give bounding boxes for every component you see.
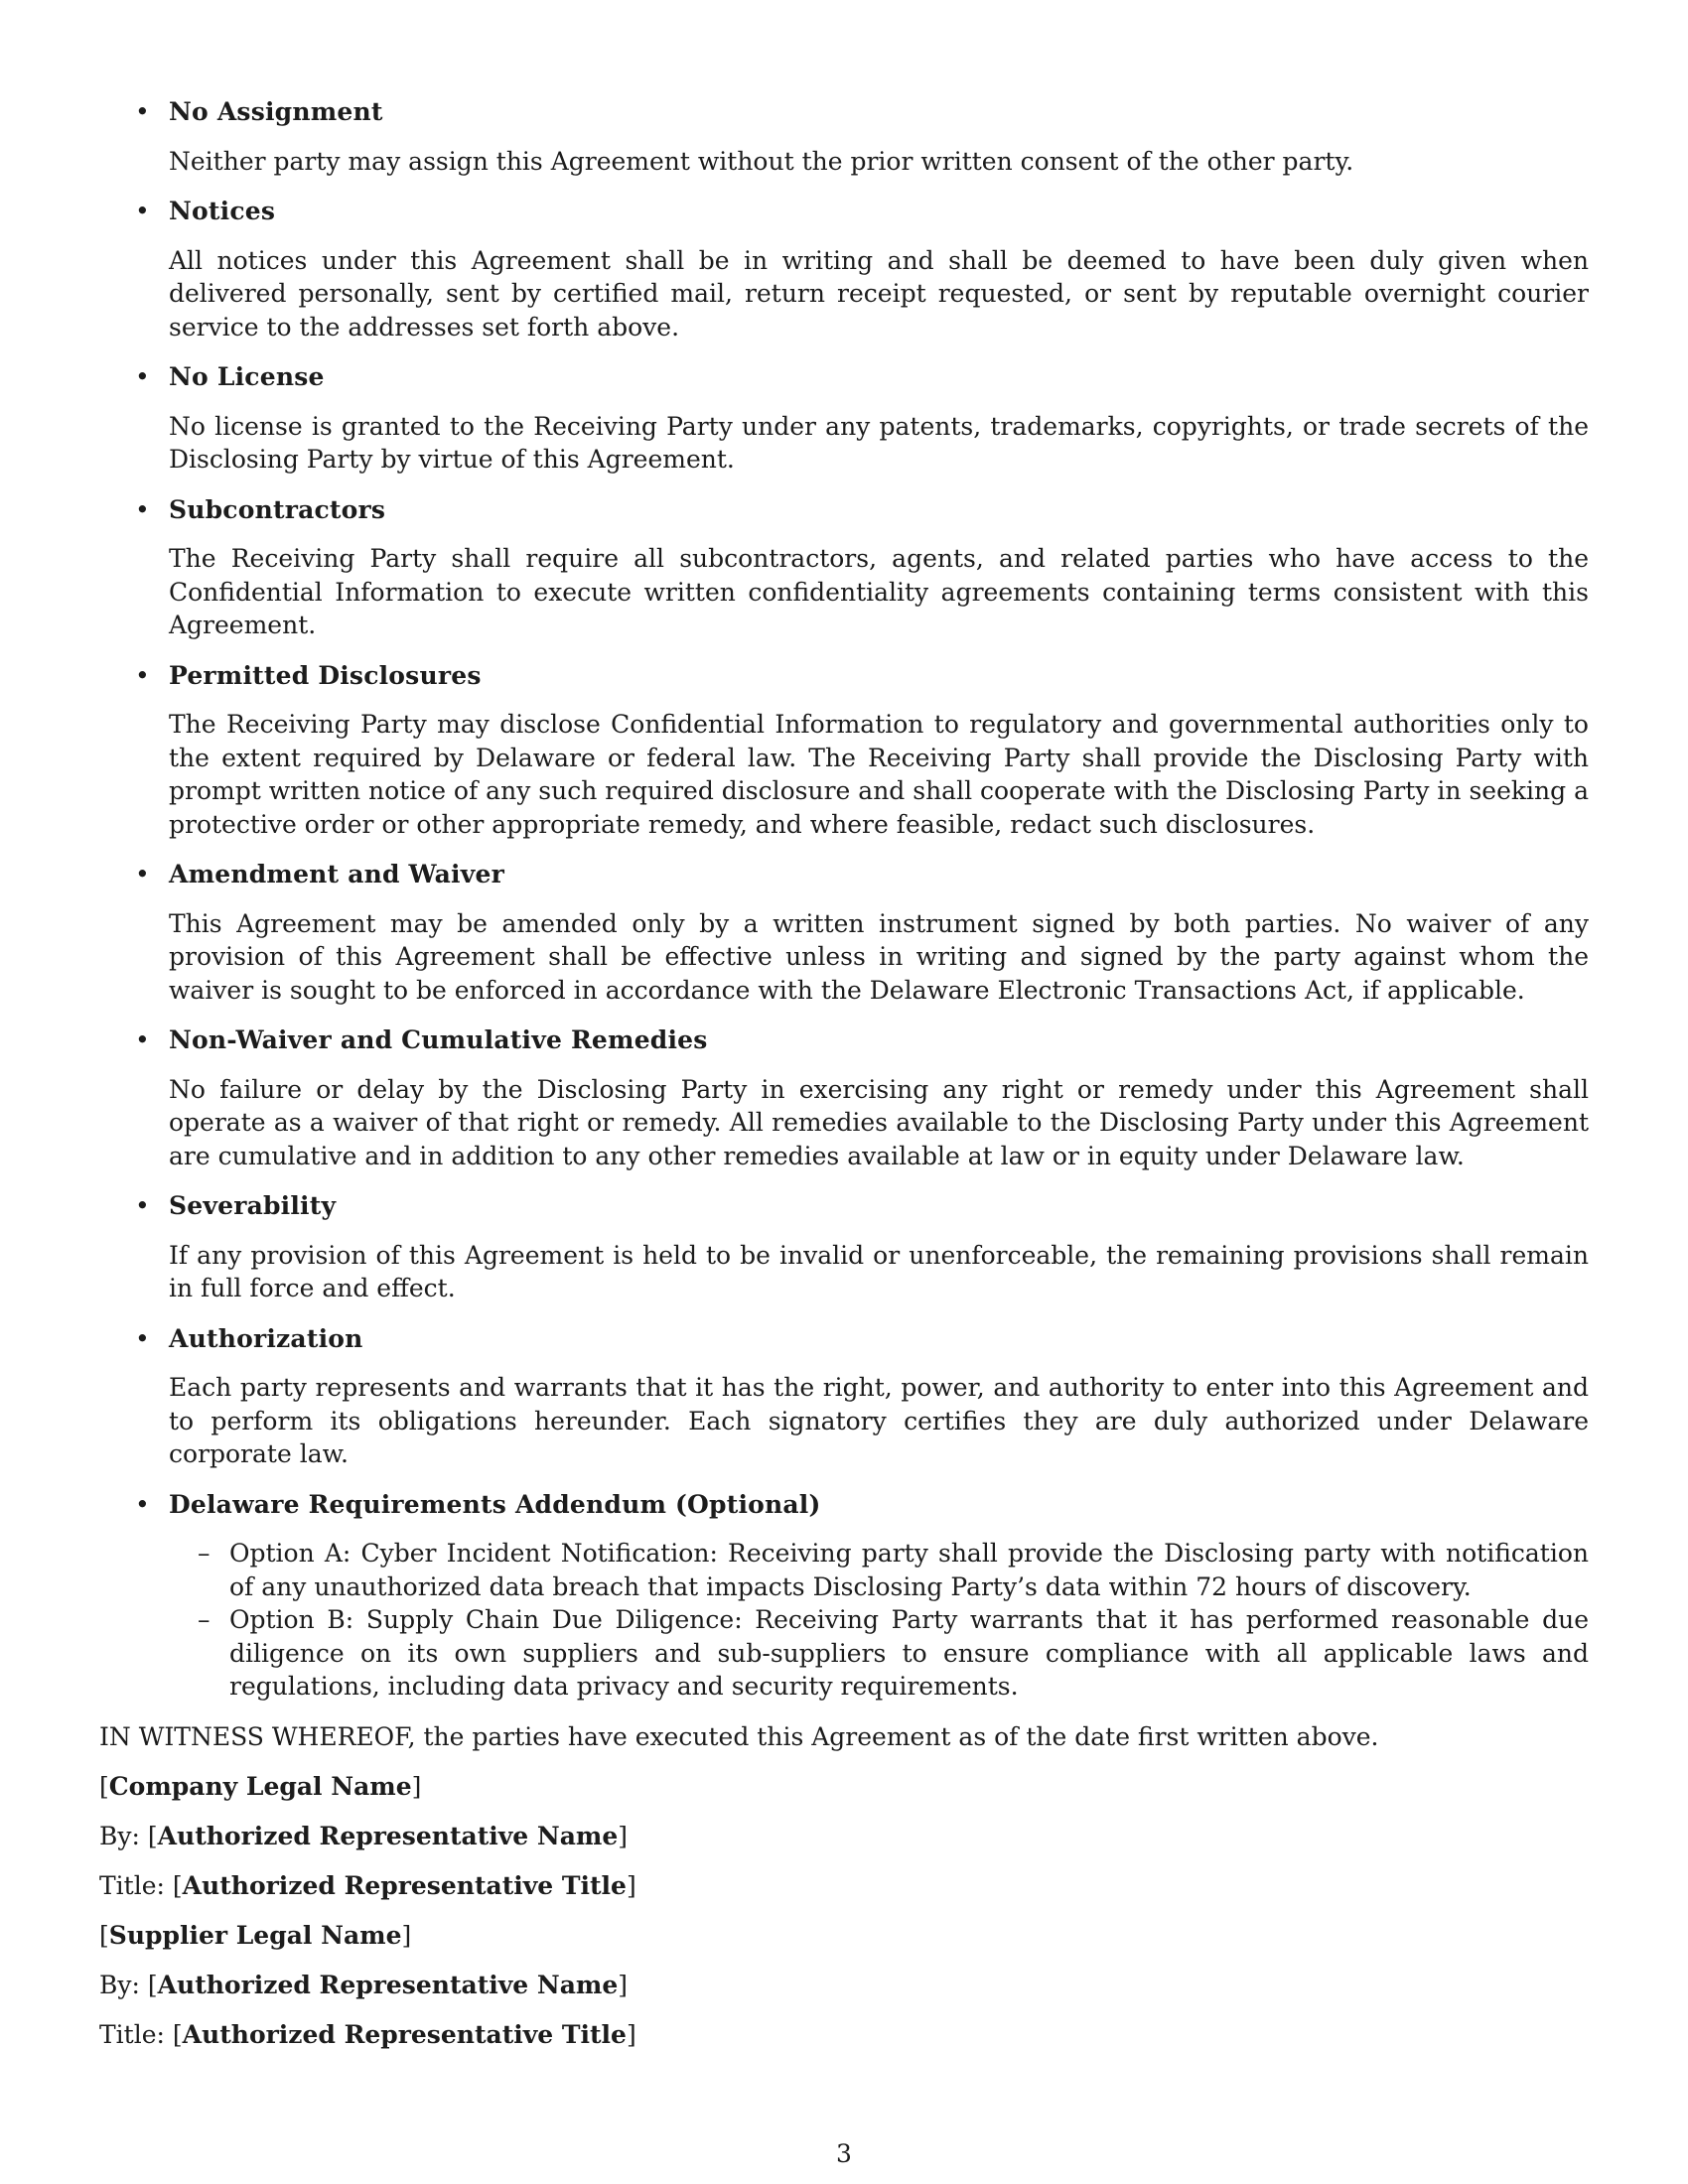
clause-authorization	[99, 1322, 1589, 1471]
bullet-icon: •	[135, 362, 150, 391]
supplier-by-line: By: [Authorized Representative Name]	[99, 1971, 629, 1999]
representative-name-placeholder: Authorized Representative Name	[157, 1822, 619, 1850]
clause-heading: Delaware Requirements Addendum (Optional)	[169, 1489, 821, 1519]
clause-heading: Severability	[169, 1191, 337, 1220]
bullet-icon: •	[135, 97, 150, 126]
document-page	[99, 95, 1589, 2068]
clause-body: If any provision of this Agreement is held to be invalid or unenforceable, the remaining provisions shall remain in full force and effect.	[169, 1240, 1589, 1302]
supplier-title-line: Title: [Authorized Representative Title]	[99, 2020, 636, 2049]
clause-delaware-addendum	[99, 1488, 1589, 1704]
supplier-name-placeholder: Supplier Legal Name	[108, 1921, 402, 1950]
clause-heading: Non-Waiver and Cumulative Remedies	[169, 1025, 708, 1054]
bullet-icon: •	[135, 660, 150, 690]
witness-statement: IN WITNESS WHEREOF, the parties have executed this Agreement as of the date first written above.	[99, 1721, 1379, 1751]
clause-heading: Authorization	[169, 1323, 363, 1353]
clause-subcontractors	[99, 493, 1589, 642]
representative-title-placeholder: Authorized Representative Title	[182, 2020, 627, 2049]
by-label: By:	[99, 1971, 140, 1999]
by-label: By:	[99, 1822, 140, 1850]
option-text: Option B: Supply Chain Due Diligence: Receiving Party warrants that it has performed reasonable due diligence on its own suppliers and sub-suppliers to ensure compliance with all applicable laws and regulations, including data privacy and security requirements.	[229, 1605, 1589, 1701]
clause-no-license	[99, 360, 1589, 477]
company-signature-block	[99, 1770, 1589, 1903]
bullet-icon: •	[135, 494, 150, 524]
supplier-legal-name: [Supplier Legal Name]	[99, 1921, 412, 1950]
bullet-icon: •	[135, 1025, 150, 1054]
clause-body: This Agreement may be amended only by a written instrument signed by both parties. No waiver of any provision of this Agreement shall be effective unless in writing and signed by the party against whom the waiver is sought to be enforced in accordance with the Delaware Electronic Transactions Act, if applicable.	[169, 908, 1589, 1005]
clause-body: No license is granted to the Receiving Party under any patents, trademarks, copyrights, or trade secrets of the Disclosing Party by virtue of this Agreement.	[169, 411, 1589, 474]
clause-severability	[99, 1189, 1589, 1305]
option-text: Option A: Cyber Incident Notification: Receiving party shall provide the Disclosing party with notification of any unauthorized data breach that impacts Disclosing Party’s data within 72 hours of discovery.	[229, 1539, 1589, 1601]
clause-body: All notices under this Agreement shall be in writing and shall be deemed to have been duly given when delivered personally, sent by certified mail, return receipt requested, or sent by reputable overnight courier service to the addresses set forth above.	[169, 245, 1589, 341]
clause-no-assignment	[99, 95, 1589, 178]
clause-heading: Subcontractors	[169, 494, 386, 524]
clause-body: No failure or delay by the Disclosing Party in exercising any right or remedy under this Agreement shall operate as a waiver of that right or remedy. All remedies available to the Disclosing Party under this Agreement are cumulative and in addition to any other remedies available at law or in equity under Delaware law.	[169, 1074, 1589, 1170]
clause-list	[99, 95, 1589, 1704]
bullet-icon: •	[135, 1191, 150, 1220]
clause-body: The Receiving Party shall require all subcontractors, agents, and related parties who have access to the Confidential Information to execute written confidentiality agreements containing terms consistent with this Agreement.	[169, 544, 1589, 639]
clause-heading: Permitted Disclosures	[169, 660, 482, 690]
dash-icon: –	[198, 1605, 211, 1634]
title-label: Title:	[99, 2020, 165, 2049]
clause-heading: No Assignment	[169, 97, 383, 126]
supplier-signature-block	[99, 1919, 1589, 2052]
addendum-option-list	[169, 1537, 1589, 1704]
clause-non-waiver	[99, 1024, 1589, 1172]
company-by-line: By: [Authorized Representative Name]	[99, 1822, 629, 1850]
dash-icon: –	[198, 1539, 211, 1568]
clause-heading: No License	[169, 362, 325, 391]
clause-heading: Amendment and Waiver	[169, 860, 504, 888]
clause-permitted-disclosures	[99, 659, 1589, 842]
addendum-option-a	[169, 1537, 1589, 1603]
bullet-icon: •	[135, 860, 150, 888]
bullet-icon: •	[135, 1489, 150, 1519]
company-name-placeholder: Company Legal Name	[108, 1772, 412, 1801]
page-number: 3	[836, 2139, 852, 2168]
representative-title-placeholder: Authorized Representative Title	[182, 1871, 627, 1900]
company-legal-name: [Company Legal Name]	[99, 1772, 422, 1801]
clause-body: Each party represents and warrants that it has the right, power, and authority to enter into this Agreement and to perform its obligations hereunder. Each signatory certifies they are duly authorized under Delaware corporate law.	[169, 1373, 1589, 1468]
company-title-line: Title: [Authorized Representative Title]	[99, 1871, 636, 1900]
representative-name-placeholder: Authorized Representative Name	[157, 1971, 619, 1999]
clause-amendment-and-waiver	[99, 858, 1589, 1007]
clause-heading: Notices	[169, 197, 276, 225]
bullet-icon: •	[135, 1323, 150, 1353]
title-label: Title:	[99, 1871, 165, 1900]
addendum-option-b	[169, 1603, 1589, 1704]
bullet-icon: •	[135, 197, 150, 225]
clause-body: The Receiving Party may disclose Confidential Information to regulatory and governmental authorities only to the extent required by Delaware or federal law. The Receiving Party shall provide the Disclosing Party with prompt written notice of any such required disclosure and shall cooperate with the Disclosing Party in seeking a protective order or other appropriate remedy, and where feasible, redact such disclosures.	[169, 710, 1589, 839]
clause-body: Neither party may assign this Agreement without the prior written consent of the other party.	[169, 146, 1354, 176]
clause-notices	[99, 195, 1589, 343]
